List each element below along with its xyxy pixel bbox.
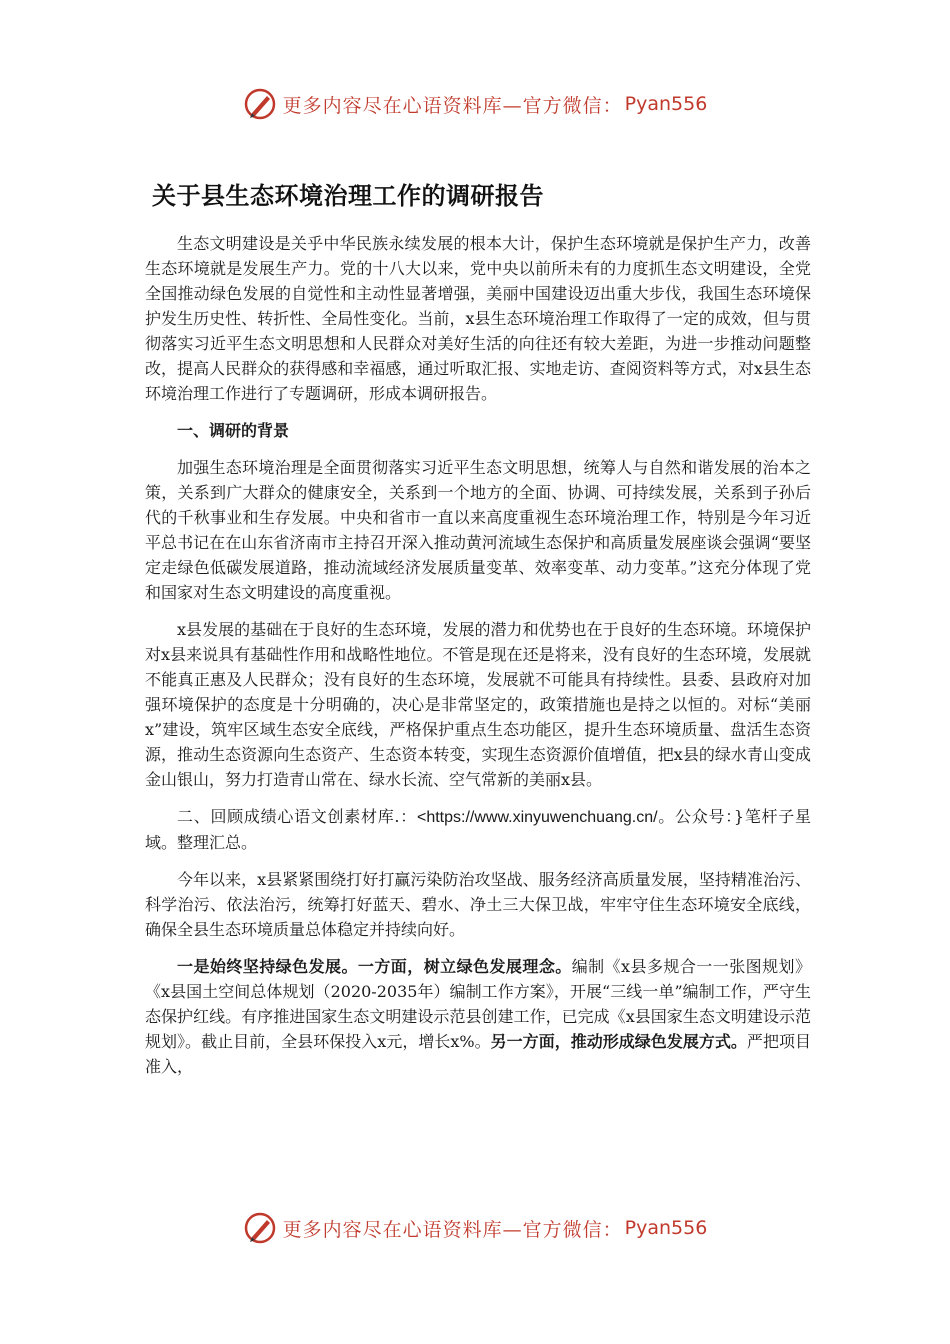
intro-paragraph: 生态文明建设是关乎中华民族永续发展的根本大计，保护生态环境就是保护生产力，改善生态环境就是发展生产力。党的十八大以来，党中央以前所未有的力度抓生态文明建设，全党全国推动绿色发展的自觉性和主动性显著增强，美丽中国建设迈出重大步伐，我国生态环境保护发生历史性、转折性、全局性变化。当前，x县生态环境治理工作取得了一定的成效，但与贯彻落实习近平生态文明思想和人民群众对美好生活的向往还有较大差距，为进一步推动问题整改，提高人民群众的获得感和幸福感，通过听取汇报、实地走访、查阅资料等方式，对x县生态环境治理工作进行了专题调研，形成本调研报告。	[145, 234, 811, 403]
banner-text: 更多内容尽在心语资料库—官方微信：	[282, 94, 623, 117]
review-heading-prefix: 二、回顾成绩心语文创素材库.：	[177, 807, 417, 826]
point-1-bold-lead: 一是始终坚持绿色发展。一方面，树立绿色发展理念。	[177, 957, 572, 976]
source-link[interactable]: <https://www.xinyuwenchuang.cn/	[416, 809, 658, 826]
banner-wechat-id: Pyan556	[624, 1217, 708, 1239]
point-1-paragraph	[145, 954, 811, 1079]
section-heading-review	[145, 804, 811, 855]
point-1-text-b: 严把项目准入，	[145, 1032, 811, 1076]
review-paragraph: 今年以来，x县紧紧围绕打好打赢污染防治攻坚战、服务经济高质量发展，坚持精准治污、科学治污、依法治污，统筹打好蓝天、碧水、净土三大保卫战，牢牢守住生态环境安全底线，确保全县生态环境质量总体稳定并持续向好。	[145, 870, 811, 939]
pen-logo-icon	[243, 87, 277, 121]
header-banner	[0, 84, 950, 124]
section-heading-background: 一、调研的背景	[177, 421, 290, 440]
document-body	[145, 231, 811, 1091]
footer-banner	[0, 1208, 950, 1248]
banner-text: 更多内容尽在心语资料库—官方微信：	[282, 1218, 623, 1241]
review-heading-suffix: 。公众号：}笔杆子星域。整理汇总。	[145, 807, 811, 852]
pen-logo-icon	[243, 1211, 277, 1245]
document-title: 关于县生态环境治理工作的调研报告	[152, 182, 544, 210]
background-paragraph-1: 加强生态环境治理是全面贯彻落实习近平生态文明思想，统筹人与自然和谐发展的治本之策，关系到广大群众的健康安全，关系到一个地方的全面、协调、可持续发展，关系到子孙后代的千秋事业和生存发展。中央和省市一直以来高度重视生态环境治理工作，特别是今年习近平总书记在在山东省济南市主持召开深入推动黄河流域生态保护和高质量发展座谈会强调“要坚定走绿色低碳发展道路，推动流域经济发展质量变革、效率变革、动力变革。”这充分体现了党和国家对生态文明建设的高度重视。	[145, 458, 811, 602]
point-1-bold-sub: 另一方面，推动形成绿色发展方式。	[490, 1032, 747, 1051]
background-paragraph-2: x县发展的基础在于良好的生态环境，发展的潜力和优势也在于良好的生态环境。环境保护对x县来说具有基础性作用和战略性地位。不管是现在还是将来，没有良好的生态环境，发展就不能真正惠及人民群众；没有良好的生态环境，发展就不可能具有持续性。县委、县政府对加强环境保护的态度是十分明确的，决心是非常坚定的，政策措施也是持之以恒的。对标“美丽x”建设，筑牢区域生态安全底线，严格保护重点生态功能区，提升生态环境质量、盘活生态资源，推动生态资源向生态资产、生态资本转变，实现生态资源价值增值，把x县的绿水青山变成金山银山，努力打造青山常在、绿水长流、空气常新的美丽x县。	[145, 620, 811, 789]
point-1-text-a: 编制《x县多规合一一张图规划》《x县国土空间总体规划（2020-2035年）编制工作方案》，开展“三线一单”编制工作，严守生态保护红线。有序推进国家生态文明建设示范县创建工作，已完成《x县国家生态文明建设示范规划》。截止目前，全县环保投入x元，增长x%。	[145, 957, 811, 1051]
banner-wechat-id: Pyan556	[624, 93, 708, 115]
